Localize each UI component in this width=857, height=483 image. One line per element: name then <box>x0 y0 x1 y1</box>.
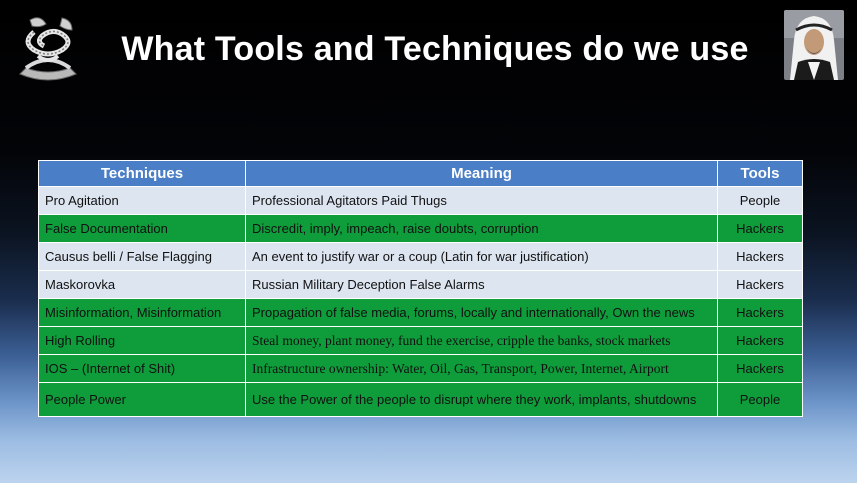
table-row <box>39 187 803 215</box>
table-row <box>39 271 803 299</box>
table-row <box>39 215 803 243</box>
technique-cell: High Rolling <box>39 327 246 355</box>
techniques-table <box>38 160 803 417</box>
tool-cell: Hackers <box>718 355 803 383</box>
meaning-cell: Use the Power of the people to disrupt where they work, implants, shutdowns <box>246 383 718 417</box>
table-row <box>39 243 803 271</box>
serpent-emblem-logo-graphic <box>12 12 84 84</box>
technique-cell: False Documentation <box>39 215 246 243</box>
meaning-cell: Professional Agitators Paid Thugs <box>246 187 718 215</box>
column-header-techniques: Techniques <box>39 161 246 187</box>
slide-title: What Tools and Techniques do we use <box>121 30 749 68</box>
technique-cell: Causus belli / False Flagging <box>39 243 246 271</box>
column-header-meaning: Meaning <box>246 161 718 187</box>
table-row <box>39 383 803 417</box>
tool-cell: Hackers <box>718 327 803 355</box>
tool-cell: Hackers <box>718 271 803 299</box>
meaning-cell: Propagation of false media, forums, locally and internationally, Own the news <box>246 299 718 327</box>
meaning-cell: Russian Military Deception False Alarms <box>246 271 718 299</box>
tool-cell: Hackers <box>718 215 803 243</box>
technique-cell: Misinformation, Misinformation <box>39 299 246 327</box>
tool-cell: Hackers <box>718 243 803 271</box>
technique-cell: IOS – (Internet of Shit) <box>39 355 246 383</box>
meaning-cell: Discredit, imply, impeach, raise doubts, corruption <box>246 215 718 243</box>
portrait-photo-graphic <box>784 10 844 80</box>
meaning-cell: Infrastructure ownership: Water, Oil, Gas, Transport, Power, Internet, Airport <box>246 355 718 383</box>
tool-cell: People <box>718 383 803 417</box>
technique-cell: People Power <box>39 383 246 417</box>
tool-cell: People <box>718 187 803 215</box>
meaning-cell: An event to justify war or a coup (Latin for war justification) <box>246 243 718 271</box>
serpent-emblem-logo <box>12 12 84 84</box>
meaning-cell: Steal money, plant money, fund the exercise, cripple the banks, stock markets <box>246 327 718 355</box>
technique-cell: Pro Agitation <box>39 187 246 215</box>
column-header-tools: Tools <box>718 161 803 187</box>
portrait-photo <box>784 10 844 80</box>
table-row <box>39 327 803 355</box>
table-row <box>39 299 803 327</box>
table-row <box>39 355 803 383</box>
table-header-row <box>39 161 803 187</box>
technique-cell: Maskorovka <box>39 271 246 299</box>
tool-cell: Hackers <box>718 299 803 327</box>
